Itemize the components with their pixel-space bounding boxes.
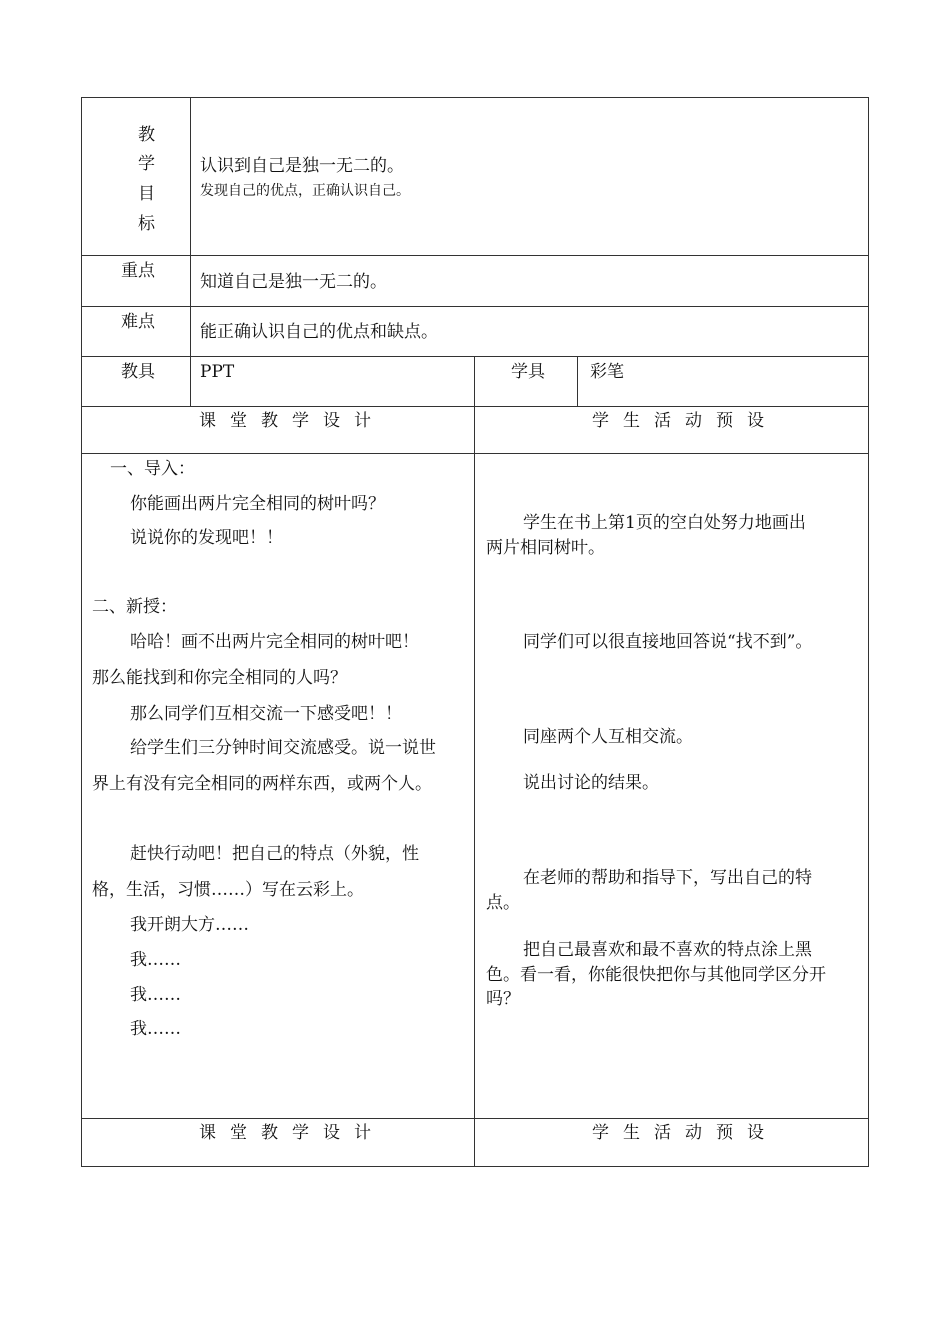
- rule: [474, 356, 475, 1167]
- section-new-heading: 二、新授：: [92, 597, 177, 617]
- key-point-text: 知道自己是独一无二的。: [200, 272, 387, 292]
- objective-2: 发现自己的优点，正确认识自己。: [200, 183, 410, 199]
- right-line: 在老师的帮助和指导下，写出自己的特: [523, 868, 812, 888]
- left-line: 那么同学们互相交流一下感受吧！！: [130, 704, 402, 724]
- right-line: 把自己最喜欢和最不喜欢的特点涂上黑: [523, 940, 812, 960]
- rule: [81, 406, 869, 407]
- right-line: 吗？: [486, 989, 520, 1009]
- objective-1: 认识到自己是独一无二的。: [200, 156, 404, 176]
- objectives-label-1: 教: [138, 125, 155, 145]
- student-tools-label: 学具: [511, 362, 545, 382]
- section-intro-heading: 一、导入：: [110, 459, 195, 479]
- rule: [81, 97, 82, 1167]
- left-line: 我开朗大方……: [130, 915, 249, 935]
- left-line: 界上有没有完全相同的两样东西，或两个人。: [92, 774, 432, 794]
- teacher-tools-value: PPT: [200, 362, 235, 382]
- right-line: 同座两个人互相交流。: [523, 727, 693, 747]
- right-line: 点。: [486, 893, 520, 913]
- activity-header-repeat: 学生活动预设: [592, 1123, 778, 1143]
- rule: [81, 1118, 869, 1119]
- rule: [81, 255, 869, 256]
- teacher-tools-label: 教具: [121, 362, 155, 382]
- key-point-label: 重点: [121, 261, 155, 281]
- right-line: 说出讨论的结果。: [523, 773, 659, 793]
- left-line: 那么能找到和你完全相同的人吗？: [92, 668, 347, 688]
- right-line: 学生在书上第1页的空白处努力地画出: [523, 513, 806, 533]
- activity-header: 学生活动预设: [592, 411, 778, 431]
- difficulty-text: 能正确认识自己的优点和缺点。: [200, 322, 438, 342]
- left-line: 我……: [130, 1019, 181, 1039]
- left-line: 我……: [130, 985, 181, 1005]
- rule: [81, 306, 869, 307]
- left-line: 我……: [130, 950, 181, 970]
- right-line: 色。看一看，你能很快把你与其他同学区分开: [486, 965, 826, 985]
- rule: [190, 97, 191, 407]
- design-header-repeat: 课堂教学设计: [199, 1123, 385, 1143]
- rule: [81, 356, 869, 357]
- left-line: 说说你的发现吧！！: [130, 528, 283, 548]
- right-line: 同学们可以很直接地回答说“找不到”。: [523, 632, 813, 652]
- rule: [868, 97, 869, 1167]
- objectives-label-3: 目: [138, 184, 155, 204]
- right-line: 两片相同树叶。: [486, 538, 605, 558]
- design-header: 课堂教学设计: [199, 411, 385, 431]
- rule: [81, 1166, 869, 1167]
- rule: [81, 97, 869, 98]
- left-line: 格，生活，习惯……）写在云彩上。: [92, 880, 364, 900]
- left-line: 哈哈！画不出两片完全相同的树叶吧！: [130, 632, 419, 652]
- left-line: 给学生们三分钟时间交流感受。说一说世: [130, 738, 436, 758]
- objectives-label-2: 学: [138, 154, 155, 174]
- left-line: 你能画出两片完全相同的树叶吗？: [130, 494, 385, 514]
- objectives-label-4: 标: [138, 214, 155, 234]
- rule: [577, 356, 578, 407]
- left-line: 赶快行动吧！把自己的特点（外貌，性: [130, 844, 419, 864]
- difficulty-label: 难点: [121, 312, 155, 332]
- rule: [81, 453, 869, 454]
- student-tools-value: 彩笔: [590, 362, 624, 382]
